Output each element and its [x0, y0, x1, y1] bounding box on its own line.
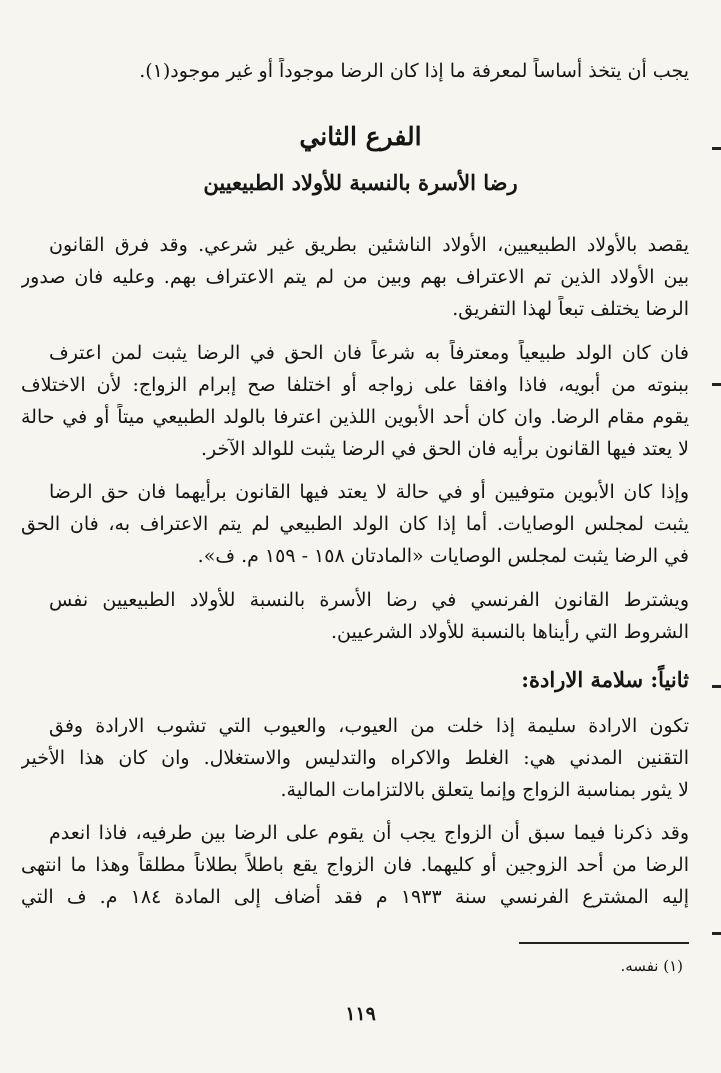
text-line: فان كان الولد طبيعياً ومعترفاً به شرعاً فان الحق في الرضا يثبت لمن اعترف [49, 342, 689, 364]
branch-title: الفرع الثاني [299, 122, 422, 151]
footnote-divider [519, 942, 689, 944]
text-line: ببنوته من أبويه، فاذا وافقا على زواجه أو اختلفا صح إبرام الزواج: لأن الاختلاف [21, 374, 689, 396]
text-line: في الرضا يثبت لمجلس الوصايات «المادتان ١٥٨ - ١٥٩ م. ف». [197, 545, 689, 567]
text-line: الرضا من أحد الزوجين أو كليهما. فان الزواج يقع باطلاً بطلاناً مطلقاً وهذا ما انتهى [21, 854, 689, 876]
text-line: تكون الارادة سليمة إذا خلت من العيوب، والعيوب التي تشوب الارادة وفق [49, 715, 689, 737]
text-line: يجب أن يتخذ أساساً لمعرفة ما إذا كان الرضا موجوداً أو غير موجود(١). [139, 60, 689, 82]
branch-subtitle: رضا الأسرة بالنسبة للأولاد الطبيعيين [203, 170, 518, 195]
text-line: ويشترط القانون الفرنسي في رضا الأسرة بالنسبة للأولاد الطبيعيين نفس [49, 589, 689, 611]
text-line: بين الأولاد الذين تم الاعتراف بهم وبين من لم يتم الاعتراف بهم. وعليه فان صدور [21, 266, 689, 288]
text-line: الشروط التي رأيناها بالنسبة للأولاد الشرعيين. [330, 621, 689, 643]
margin-mark [712, 932, 721, 935]
margin-mark [712, 685, 721, 688]
text-line: يقوم مقام الرضا. وان كان أحد الأبوين اللذين اعترفا بالولد الطبيعي ميتاً أو في حالة [21, 406, 689, 428]
text-line: وقد ذكرنا فيما سبق أن الزواج يجب أن يقوم على الرضا بين طرفيه، فاذا انعدم [49, 822, 689, 844]
text-line: لا يعتد فيها القانون برأيه فان الحق في الرضا يثبت للوالد الآخر. [201, 438, 689, 460]
text-line: إليه المشترع الفرنسي سنة ١٩٣٣ م فقد أضاف إلى المادة ١٨٤ م. ف التي [21, 886, 689, 908]
text-line: يثبت لمجلس الوصايات. أما إذا كان الولد الطبيعي لم يتم الاعتراف به، فان الحق [21, 513, 689, 535]
text-line: لا يثور بمناسبة الزواج وإنما يتعلق بالالتزامات المالية. [280, 779, 689, 801]
text-line: يقصد بالأولاد الطبيعيين، الأولاد الناشئين بطريق غير شرعي. وقد فرق القانون [49, 234, 689, 256]
text-line: الرضا يختلف تبعاً لهذا التفريق. [452, 298, 689, 320]
margin-mark [712, 383, 721, 386]
page-number: ١١٩ [345, 1003, 376, 1025]
section-heading: ثانياً: سلامة الارادة: [521, 667, 689, 692]
text-line: وإذا كان الأبوين متوفيين أو في حالة لا يعتد فيها القانون برأيهما فان حق الرضا [49, 481, 689, 503]
text-line: التقنين المدني هي: الغلط والاكراه والتدليس والاستغلال. وان كان هذا الأخير [21, 747, 689, 769]
margin-mark [712, 147, 721, 150]
footnote: (١) نفسه. [620, 957, 683, 975]
